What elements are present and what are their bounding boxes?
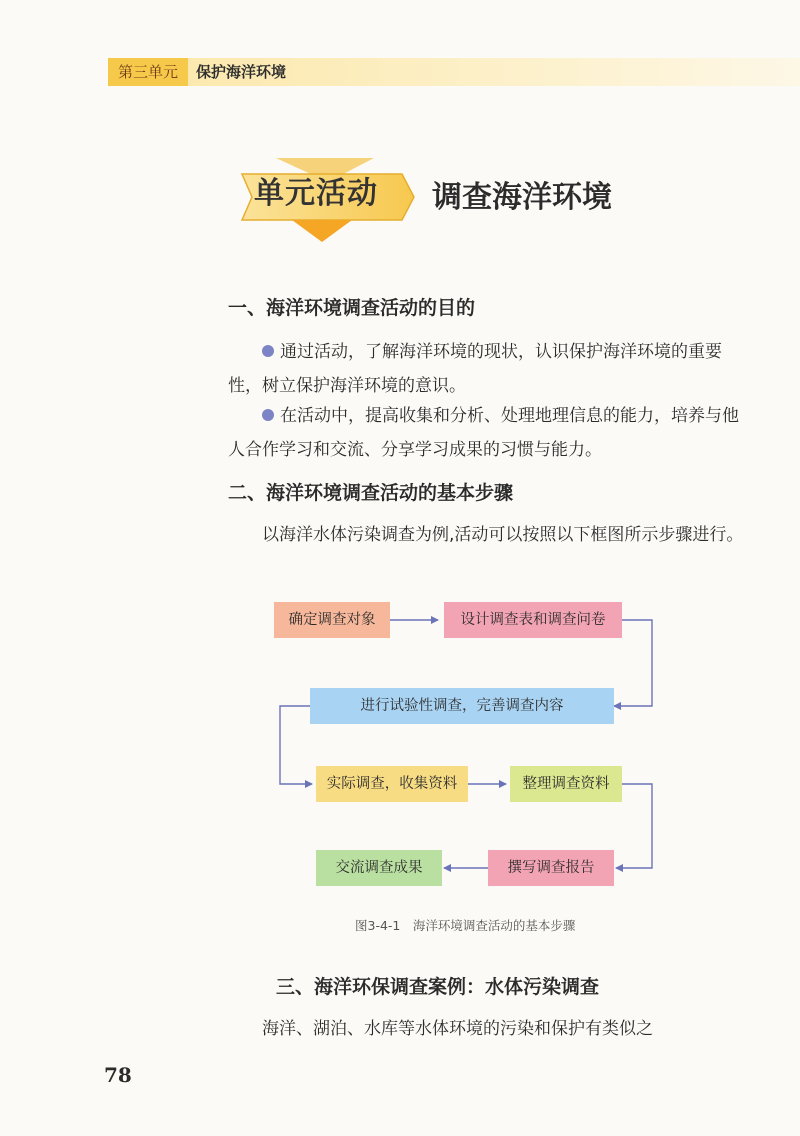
page-title: 调查海洋环境 xyxy=(432,180,612,215)
flow-step-organize-data: 整理调查资料 xyxy=(510,766,622,802)
flow-step-design-questionnaire: 设计调查表和调查问卷 xyxy=(444,602,622,638)
section-heading-purpose: 一、海洋环境调查活动的目的 xyxy=(228,297,476,319)
bullet-text: 通过活动，了解海洋环境的现状，认识保护海洋环境的重要性，树立保护海洋环境的意识。 xyxy=(228,342,722,396)
bullet-icon xyxy=(262,409,274,421)
flow-step-define-target: 确定调查对象 xyxy=(274,602,390,638)
bullet-text: 在活动中，提高收集和分析、处理地理信息的能力，培养与他人合作学习和交流、分享学习成果的习惯与能力。 xyxy=(228,406,739,460)
activity-badge xyxy=(222,152,422,244)
section-heading-steps: 二、海洋环境调查活动的基本步骤 xyxy=(228,482,514,504)
flow-step-share-results: 交流调查成果 xyxy=(316,850,442,886)
case-intro: 海洋、湖泊、水库等水体环境的污染和保护有类似之 xyxy=(262,1019,653,1039)
flowchart xyxy=(262,588,662,898)
flow-step-pilot-survey: 进行试验性调查，完善调查内容 xyxy=(310,688,614,724)
page-number: 78 xyxy=(104,1063,132,1087)
flow-step-field-survey: 实际调查，收集资料 xyxy=(316,766,468,802)
unit-topic: 保护海洋环境 xyxy=(196,63,287,81)
figure-caption: 图3-4-1 海洋环境调查活动的基本步骤 xyxy=(355,918,576,933)
badge-label: 单元活动 xyxy=(254,176,378,211)
bullet-paragraph xyxy=(228,335,748,403)
section-heading-case: 三、海洋环保调查案例：水体污染调查 xyxy=(276,976,600,998)
bullet-icon xyxy=(262,345,274,357)
steps-intro: 以海洋水体污染调查为例,活动可以按照以下框图所示步骤进行。 xyxy=(262,525,744,545)
bullet-paragraph xyxy=(228,399,748,467)
unit-label: 第三单元 xyxy=(108,58,188,86)
flow-step-write-report: 撰写调查报告 xyxy=(488,850,614,886)
